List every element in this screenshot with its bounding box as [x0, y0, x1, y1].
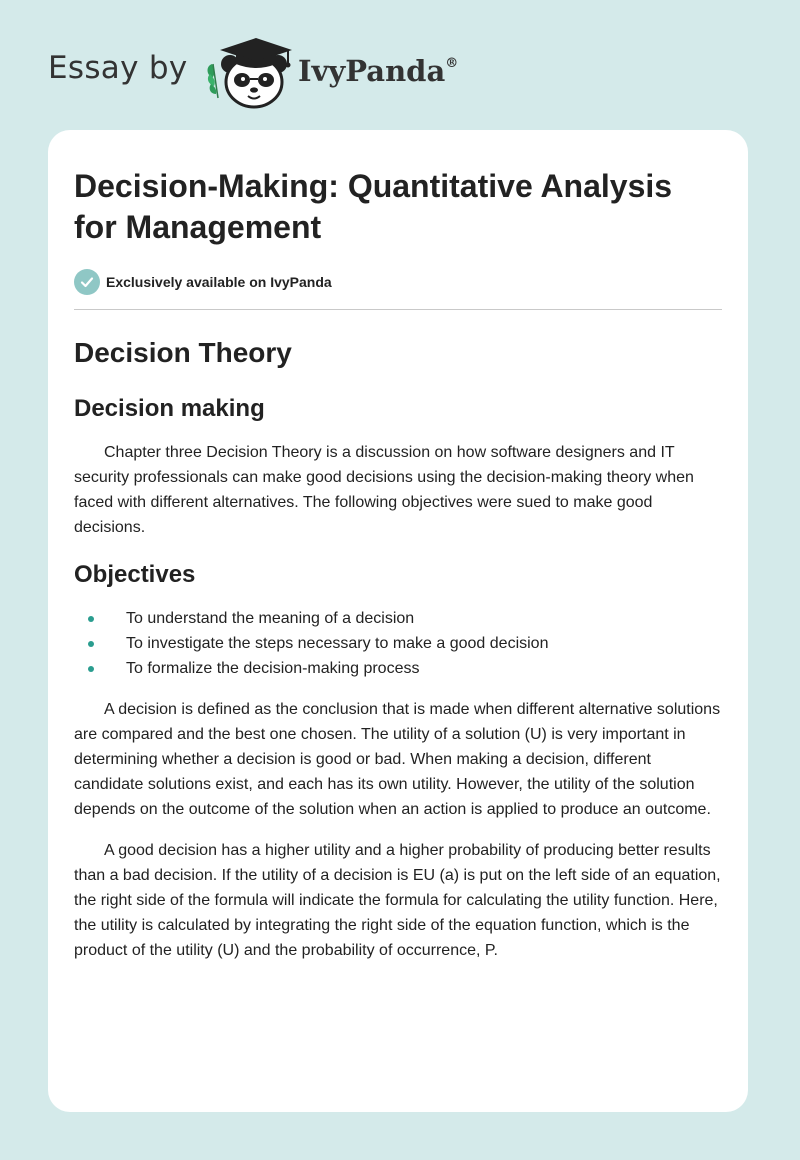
exclusive-label: Exclusively available on IvyPanda: [106, 274, 332, 290]
section-title: Decision Theory: [74, 337, 292, 368]
list-item: To investigate the steps necessary to make a good decision: [74, 631, 722, 656]
site-header: [48, 32, 508, 112]
essay-by-label: Essay by: [48, 50, 188, 86]
brand-name[interactable]: IvyPanda®: [298, 54, 459, 88]
subsection-objectives: Objectives: [74, 561, 196, 588]
panda-graduate-logo-icon[interactable]: [200, 34, 300, 110]
registered-mark: ®: [445, 56, 459, 71]
subsection-decision-making: Decision making: [74, 395, 265, 422]
bullet-icon: [88, 641, 94, 647]
paragraph-2: A decision is defined as the conclusion that is made when different alternative solutions are compared and the best one chosen. The utility of a solution (U) is very important in determining whether a decision is good or bad. When making a decision, different candidate solutions exist, and each has its own utility. However, the utility of the solution depends on the outcome of the solution when an action is applied to produce an outcome.: [74, 701, 721, 818]
article-title: Decision-Making: Quantitative Analysis for Management: [74, 168, 673, 245]
list-item: To understand the meaning of a decision: [74, 606, 722, 631]
bullet-icon: [88, 616, 94, 622]
list-item: To formalize the decision-making process: [74, 656, 722, 681]
bullet-icon: [88, 666, 94, 672]
paragraph-3: A good decision has a higher utility and a higher probability of producing better results than a bad decision. If the utility of a decision is EU (a) is put on the left side of an equation, the right side of the formula will indicate the formula for calculating the utility function. Here, the utility is calculated by integrating the right side of the equation function, which is the product of the utility (U) and the probability of occurrence, P.: [74, 842, 721, 959]
check-icon: [74, 269, 100, 295]
article-card: [48, 130, 748, 1112]
exclusive-badge: [74, 268, 722, 296]
paragraph-1: Chapter three Decision Theory is a discussion on how software designers and IT security professionals can make good decisions using the decision-making theory when faced with different alternatives. The following objectives were sued to make good decisions.: [74, 444, 694, 536]
divider: [74, 309, 722, 310]
objectives-list: [74, 606, 722, 681]
